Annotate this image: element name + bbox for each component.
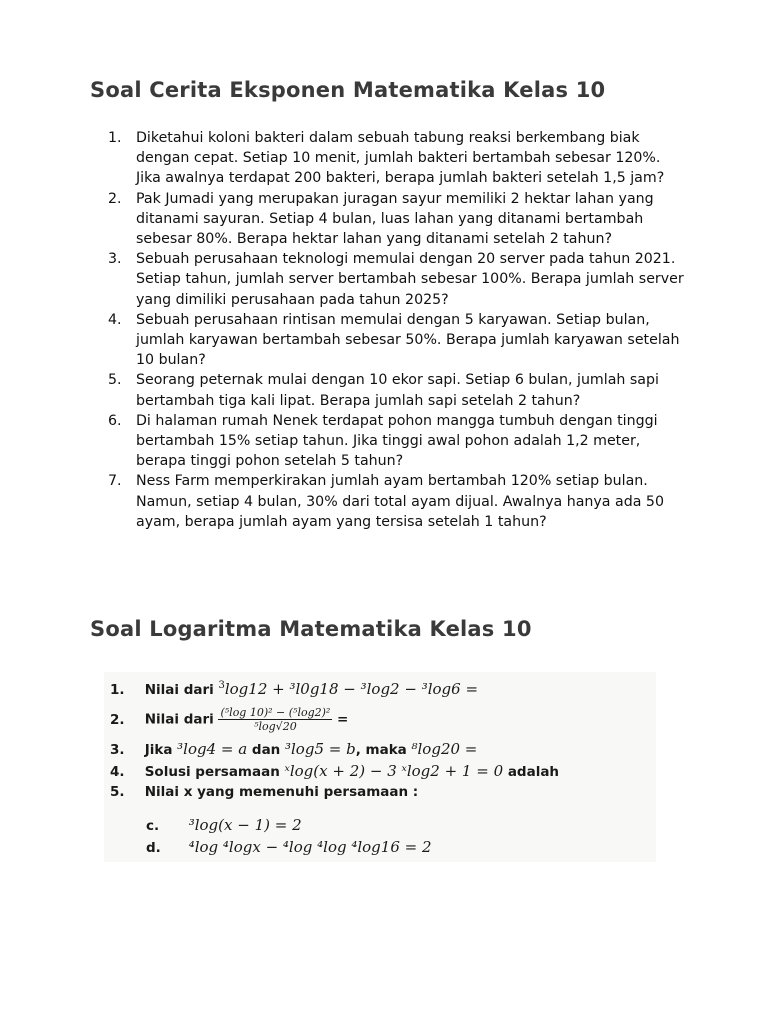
question-number: 5. — [108, 372, 122, 389]
question-text: Ness Farm memperkirakan jumlah ayam bertambah 120% setiap bulan. Namun, setiap 4 bulan, 30% dari total ayam dijual. Awalnya hanya ada 50 ayam, berapa jumlah ayam yang tersisa setelah 1 tahun? — [136, 473, 664, 530]
eksponen-question-list — [108, 128, 688, 532]
question-number: 1. — [108, 130, 122, 146]
list-item — [108, 370, 688, 410]
question-number: 3. — [108, 251, 122, 268]
question-text: Di halaman rumah Nenek terdapat pohon mangga tumbuh dengan tinggi bertambah 15% setiap tahun. Jika tinggi awal pohon adalah 1,2 meter, berapa tinggi pohon setelah 5 tahun? — [136, 412, 658, 470]
list-item — [108, 471, 688, 532]
question-text: Sebuah perusahaan teknologi memulai dengan 20 server pada tahun 2021. Setiap tahun, jumlah server bertambah sebesar 100%. Berapa jumlah server yang dimiliki perusahaan pada tahun 2025? — [136, 251, 684, 308]
log-question-5: 5. Nilai x yang memenuhi persamaan : — [110, 784, 419, 800]
log-subquestion-d: d. ⁴log ⁴logx − ⁴log ⁴log ⁴log16 = 2 — [146, 838, 432, 856]
question-text: Diketahui koloni bakteri dalam sebuah tabung reaksi berkembang biak dengan cepat. Setiap 10 menit, jumlah bakteri bertambah sebesar 120%. Jika awalnya terdapat 200 bakteri, berapa jumlah bakteri setelah 1,5 jam? — [136, 130, 665, 187]
question-number: 7. — [108, 473, 122, 490]
section-title-eksponen: Soal Cerita Eksponen Matematika Kelas 10 — [90, 78, 606, 102]
section-title-logaritma: Soal Logaritma Matematika Kelas 10 — [90, 617, 532, 641]
list-item — [108, 310, 688, 371]
question-text: Seorang peternak mulai dengan 10 ekor sapi. Setiap 6 bulan, jumlah sapi bertambah tiga kali lipat. Berapa jumlah sapi setelah 2 tahun? — [136, 372, 659, 409]
question-number: 2. — [108, 190, 122, 207]
list-item — [108, 411, 688, 472]
question-text: Pak Jumadi yang merupakan juragan sayur memiliki 2 hektar lahan yang ditanami sayuran. Setiap 4 bulan, luas lahan yang ditanami bertambah sebesar 80%. Berapa hektar lahan yang ditanami setelah 2 tahun? — [136, 190, 654, 248]
list-item — [108, 249, 688, 310]
list-item — [108, 128, 688, 189]
question-text: Sebuah perusahaan rintisan memulai dengan 5 karyawan. Setiap bulan, jumlah karyawan bertambah sebesar 50%. Berapa jumlah karyawan setelah 10 bulan? — [136, 311, 680, 369]
log-question-4: 4. Solusi persamaan ˣlog(x + 2) − 3 ˣlog2 + 1 = 0 adalah — [110, 762, 560, 780]
log-subquestion-c: c. ³log(x − 1) = 2 — [146, 816, 302, 834]
question-number: 6. — [108, 412, 122, 429]
question-number: 4. — [108, 311, 122, 328]
log-question-1: 1. Nilai dari $^3$log12 + ³l0g18 − ³log2 − ³log6 = — [110, 680, 479, 698]
logarithm-questions-image — [104, 672, 656, 862]
fraction: $\frac{\text{(⁵log 10)² − (⁵log2)²}}{\text{⁵log√20}}$ — [220, 706, 331, 733]
log-question-3: 3. Jika ³log4 = a dan ³log5 = b, maka ⁸log20 = — [110, 740, 478, 758]
list-item — [108, 189, 688, 250]
log-question-2: 2. Nilai dari $\frac{\text{(⁵log 10)² − (⁵log2)²}}{\text{⁵log√20}}$ = — [110, 706, 349, 733]
